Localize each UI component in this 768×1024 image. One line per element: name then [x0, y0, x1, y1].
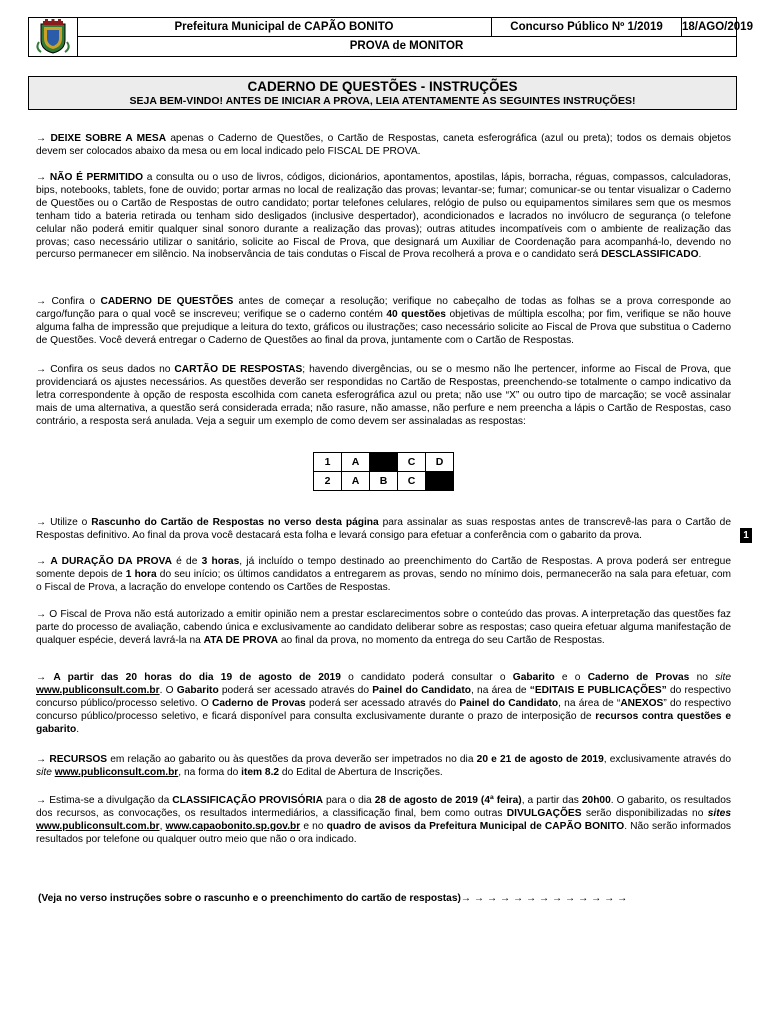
page-header — [28, 17, 753, 57]
instructions-title: CADERNO DE QUESTÕES - INSTRUÇÕES — [247, 79, 518, 94]
header-contest-number: Concurso Público Nº 1/2019 — [492, 18, 682, 37]
answer-bubble-filled — [426, 472, 454, 491]
answer-option: A — [342, 453, 370, 472]
page-number-badge: 1 — [740, 528, 752, 543]
answer-option: C — [398, 472, 426, 491]
arrow-right-icon: → — [36, 364, 47, 375]
instructions-subtitle: SEJA BEM-VINDO! ANTES DE INICIAR A PROVA, LEIA ATENTAMENTE AS SEGUINTES INSTRUÇÕES! — [129, 95, 636, 107]
arrow-right-icon: → — [36, 556, 47, 567]
capaobonito-link[interactable]: www.capaobonito.sp.gov.br — [165, 820, 301, 832]
arrow-row: → → → → → → → → → → → → → — [460, 893, 628, 904]
instruction-answer-card: → Confira os seus dados no CARTÃO DE RESPOSTAS; havendo divergências, ou se o mesmo não lhe pertencer, informe ao Fiscal de Prova, que providenciará os ajustes necessários. As questões deverão ser respondidas no Cartão de Respostas, preenchendo-se totalmente o campo indicativo da letra correspondente à opção de resposta escolhida com caneta esferográfica azul ou preta; não use “X” ou outro tipo de marcação; se você assinalar mais de uma alternativa, a questão será considerada errada; não rasure, não amasse, não perfure e nem preencha a lápis o Cartão de Respostas, caso contrário, a resposta será anulada. Veja a seguir um exemplo de como devem ser assinaladas as respostas: — [36, 364, 731, 427]
arrow-right-icon: → — [36, 133, 47, 144]
question-number: 2 — [314, 472, 342, 491]
see-reverse-note — [38, 893, 738, 904]
arrow-right-icon: → — [36, 795, 47, 806]
instruction-check-booklet: → Confira o CADERNO DE QUESTÕES antes de começar a resolução; verifique no cabeçalho de todas as folhas se a prova corresponde ao cargo/função para o qual você se inscreveu; verifique se o caderno contém 40 questões objetivas de múltipla escolha; por fim, verifique se não houve alguma falha de impressão que prejudique a leitura do texto, gráficos ou ilustrações; caso necessário solicite ao Fiscal de Prova que substitua o Caderno de Questões. Você deverá entregar o Caderno de Questões ao final da prova, juntamente com o Cartão de Respostas. — [36, 296, 731, 346]
instruction-draft-card: → Utilize o Rascunho do Cartão de Respostas no verso desta página para assinalar as suas respostas antes de transcrevê-las para o Cartão de Respostas definitivo. Ao final da prova você destacará esta folha e levará consigo para efetuar a conferência com o gabarito da prova. — [36, 517, 731, 541]
arrow-right-icon: → — [36, 172, 47, 183]
instruction-provisional-ranking: → Estima-se a divulgação da CLASSIFICAÇÃO PROVISÓRIA para o dia 28 de agosto de 2019 (4ª feira), a partir das 20h00. O gabarito, os resultados dos recursos, as convocações, os resultados intermediários, a classificação final, bem como outras DIVULGAÇÕES serão disponibilizadas no sites www.publiconsult.com.br, www.capaobonito.sp.gov.br e no quadro de avisos da Prefeitura Municipal de CAPÃO BONITO. Não serão informados resultados por telefone ou qualquer outro meio que não o ora indicado. — [36, 795, 731, 845]
instruction-exam-duration: → A DURAÇÃO DA PROVA é de 3 horas, já incluído o tempo destinado ao preenchimento do Cartão de Respostas. A prova poderá ser entregue somente depois de 1 hora do seu início; os últimos candidatos a entregarem as provas, sendo no mínimo dois, permanecerão na sala para efetuar, com o Fiscal de Prova, a lacração do envelope contendo os Cartões de Respostas. — [36, 556, 732, 593]
publiconsult-link[interactable]: www.publiconsult.com.br — [54, 766, 179, 778]
publiconsult-link[interactable]: www.publiconsult.com.br — [36, 684, 160, 696]
see-reverse-text: (Veja no verso instruções sobre o rascunho e o preenchimento do cartão de respostas) — [38, 893, 461, 904]
arrow-right-icon: → — [36, 296, 47, 307]
answer-option: C — [398, 453, 426, 472]
answer-row — [314, 472, 454, 491]
instruction-answer-key-release: → A partir das 20 horas do dia 19 de agosto de 2019 o candidato poderá consultar o Gabarito e o Caderno de Provas no site www.publiconsult.com.br. O Gabarito poderá ser acessado através do Painel do Candidato, na área de “EDITAIS E PUBLICAÇÕES” do respectivo concurso público/processo seletivo. O Caderno de Provas poderá ser acessado através do Painel do Candidato, na área de “ANEXOS” do respectivo concurso público/processo seletivo, e ficará disponível para consulta exclusivamente durante o prazo de interposição de recursos contra questões e gabarito. — [36, 672, 731, 735]
instruction-prohibitions: → NÃO É PERMITIDO a consulta ou o uso de livros, códigos, dicionários, apontamentos, apostilas, lápis, borracha, réguas, compassos, calculadoras, bips, notebooks, tablets, fone de ouvido; portar armas no local de realização das provas; levantar-se; fumar; comunicar-se ou tentar visualizar o Caderno de Questões ou o Cartão de Respostas de outro candidato; portar telefones celulares, relógio de pulso ou equipamentos similares sem que os mesmos tenham tido a bateria retirada ou tenham sido desligados (inclusive despertador), acondicionados e lacrados no invólucro de segurança (o telefone celular não poderá emitir qualquer sinal sonoro durante a realização das provas); outras atitudes incompatíveis com o ambiente de realização das provas; caso necessário utilizar o sanitário, solicite ao Fiscal de Prova, que designará um Auxiliar de Coordenação para acompanhá-lo, devendo no percurso permanecer em silêncio. Na inobservância de tais condutas o Fiscal de Prova recolherá a prova e o candidato será DESCLASSIFICADO. — [36, 172, 731, 261]
header-date: 18/AGO/2019 — [682, 18, 736, 37]
question-number: 1 — [314, 453, 342, 472]
answer-option: A — [342, 472, 370, 491]
arrow-right-icon: → — [36, 517, 47, 528]
header-organization: Prefeitura Municipal de CAPÃO BONITO — [77, 18, 492, 37]
answer-option: D — [426, 453, 454, 472]
instructions-title-box — [28, 76, 737, 110]
municipal-coat-of-arms — [29, 18, 78, 56]
coat-of-arms-icon — [29, 18, 77, 56]
arrow-right-icon: → — [36, 754, 47, 765]
header-exam-name: PROVA de MONITOR — [349, 40, 464, 52]
answer-bubble-filled — [370, 453, 398, 472]
instruction-proctor-opinion: → O Fiscal de Prova não está autorizado a emitir opinião nem a prestar esclarecimentos sobre o conteúdo das provas. A interpretação das questões faz parte do processo de avaliação, cabendo única e exclusivamente ao candidato deliberar sobre as respostas; caso queira efetuar alguma manifestação de qualquer espécie, deverá lavrá-la na ATA DE PROVA ao final da prova, no momento da entrega do seu Cartão de Respostas. — [36, 609, 731, 646]
instruction-appeals: → RECURSOS em relação ao gabarito ou às questões da prova deverão ser impetrados no dia 20 e 21 de agosto de 2019, exclusivamente através do site www.publiconsult.com.br, na forma do item 8.2 do Edital de Abertura de Inscrições. — [36, 754, 731, 778]
instruction-desk-items: → DEIXE SOBRE A MESA apenas o Caderno de Questões, o Cartão de Respostas, caneta esferográfica (azul ou preta); todos os demais objetos devem ser colocados abaixo da mesa ou em local indicado pelo FISCAL DE PROVA. — [36, 133, 731, 157]
answer-option: B — [370, 472, 398, 491]
answer-marking-example — [313, 452, 454, 491]
publiconsult-link[interactable]: www.publiconsult.com.br — [36, 820, 160, 832]
answer-row — [314, 453, 454, 472]
arrow-right-icon: → — [36, 672, 47, 683]
arrow-right-icon: → — [36, 609, 47, 620]
